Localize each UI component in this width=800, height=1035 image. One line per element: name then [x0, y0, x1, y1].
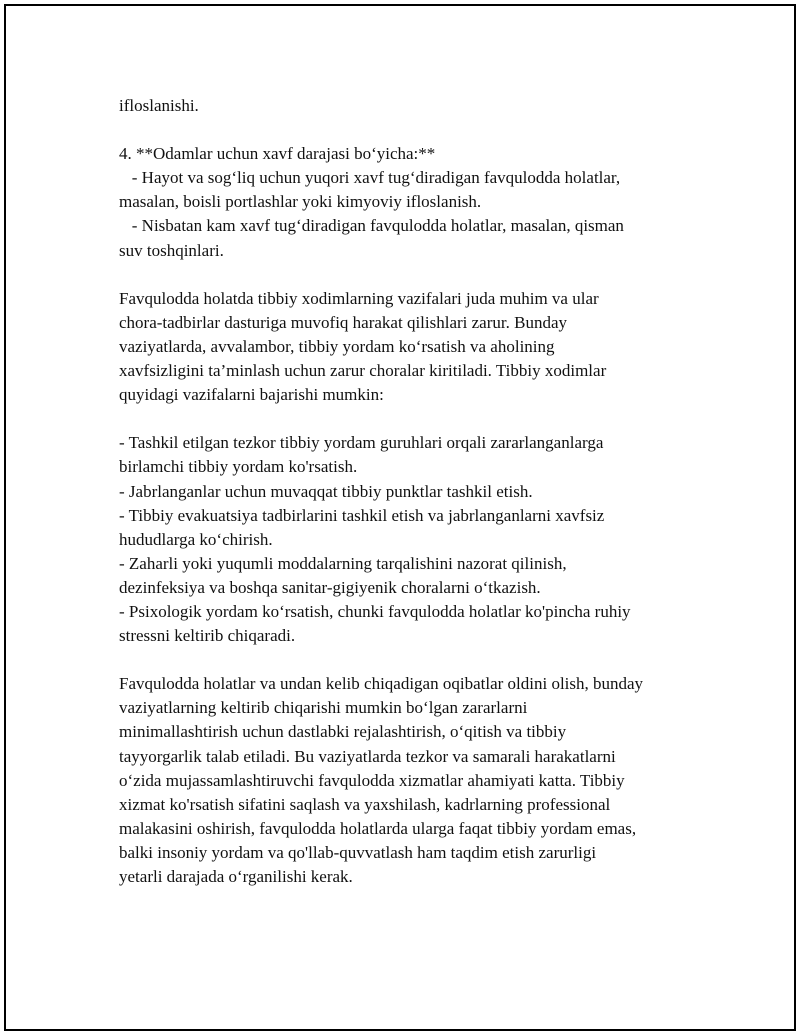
text-line: 4. **Odamlar uchun xavf darajasi bo‘yicha:**: [119, 144, 436, 164]
paragraph-medical-staff-duties: [119, 287, 719, 407]
text-line: balki insoniy yordam va qo'llab-quvvatlash ham taqdim etish zarurligi: [119, 842, 597, 862]
list-item: - Tashkil etilgan tezkor tibbiy yordam guruhlari orqali zararlanganlarga: [119, 433, 604, 453]
list-item: - Psixologik yordam ko‘rsatish, chunki favqulodda holatlar ko'pincha ruhiy: [119, 601, 631, 621]
text-line: stressni keltirib chiqaradi.: [119, 626, 296, 646]
paragraph-conclusion: [119, 672, 719, 889]
text-line: - Hayot va sog‘liq uchun yuqori xavf tug‘diradigan favqulodda holatlar,: [119, 168, 621, 188]
list-item: - Jabrlanganlar uchun muvaqqat tibbiy punktlar tashkil etish.: [119, 481, 533, 501]
paragraph-continuation: [119, 94, 719, 118]
text-line: xizmat ko'rsatish sifatini saqlash va yaxshilash, kadrlarning professional: [119, 794, 611, 814]
text-line: Favqulodda holatda tibbiy xodimlarning vazifalari juda muhim va ular: [119, 288, 599, 308]
text-line: minimallashtirish uchun dastlabki rejalashtirish, o‘qitish va tibbiy: [119, 722, 567, 742]
document-text: [119, 94, 719, 889]
text-line: chora-tadbirlar dasturiga muvofiq harakat qilishlari zarur. Bunday: [119, 312, 567, 332]
text-line: malakasini oshirish, favqulodda holatlarda ularga faqat tibbiy yordam emas,: [119, 818, 637, 838]
text-line: xavfsizligini ta’minlash uchun zarur choralar kiritiladi. Tibbiy xodimlar: [119, 361, 607, 381]
list-item: - Zaharli yoki yuqumli moddalarning tarqalishini nazorat qilinish,: [119, 553, 567, 573]
text-line: yetarli darajada o‘rganilishi kerak.: [119, 867, 353, 886]
text-line: Favqulodda holatlar va undan kelib chiqadigan oqibatlar oldini olish, bunday: [119, 674, 644, 694]
paragraph-gap: [119, 407, 719, 431]
duties-list: [119, 431, 719, 648]
paragraph-danger-level: [119, 142, 719, 262]
text-line: vaziyatlarda, avvalambor, tibbiy yordam ko‘rsatish va aholining: [119, 336, 555, 356]
text-line: quyidagi vazifalarni bajarishi mumkin:: [119, 385, 384, 405]
page-frame: [4, 4, 796, 1031]
text-line: o‘zida mujassamlashtiruvchi favqulodda xizmatlar ahamiyati katta. Tibbiy: [119, 770, 625, 790]
text-line: dezinfeksiya va boshqa sanitar-gigiyenik choralarni o‘tkazish.: [119, 577, 541, 597]
text-line: vaziyatlarning keltirib chiqarishi mumkin bo‘lgan zararlarni: [119, 698, 528, 718]
text-line: suv toshqinlari.: [119, 240, 224, 260]
text-line: hududlarga ko‘chirish.: [119, 529, 273, 549]
text-line: ifloslanishi.: [119, 96, 199, 115]
paragraph-gap: [119, 263, 719, 287]
list-item: - Tibbiy evakuatsiya tadbirlarini tashkil etish va jabrlanganlarni xavfsiz: [119, 505, 605, 525]
text-line: masalan, boisli portlashlar yoki kimyoviy ifloslanish.: [119, 192, 482, 212]
text-line: tayyorgarlik talab etiladi. Bu vaziyatlarda tezkor va samarali harakatlarni: [119, 746, 616, 766]
paragraph-gap: [119, 648, 719, 672]
text-line: - Nisbatan kam xavf tug‘diradigan favqulodda holatlar, masalan, qisman: [119, 216, 624, 236]
paragraph-gap: [119, 118, 719, 142]
text-line: birlamchi tibbiy yordam ko'rsatish.: [119, 457, 358, 477]
